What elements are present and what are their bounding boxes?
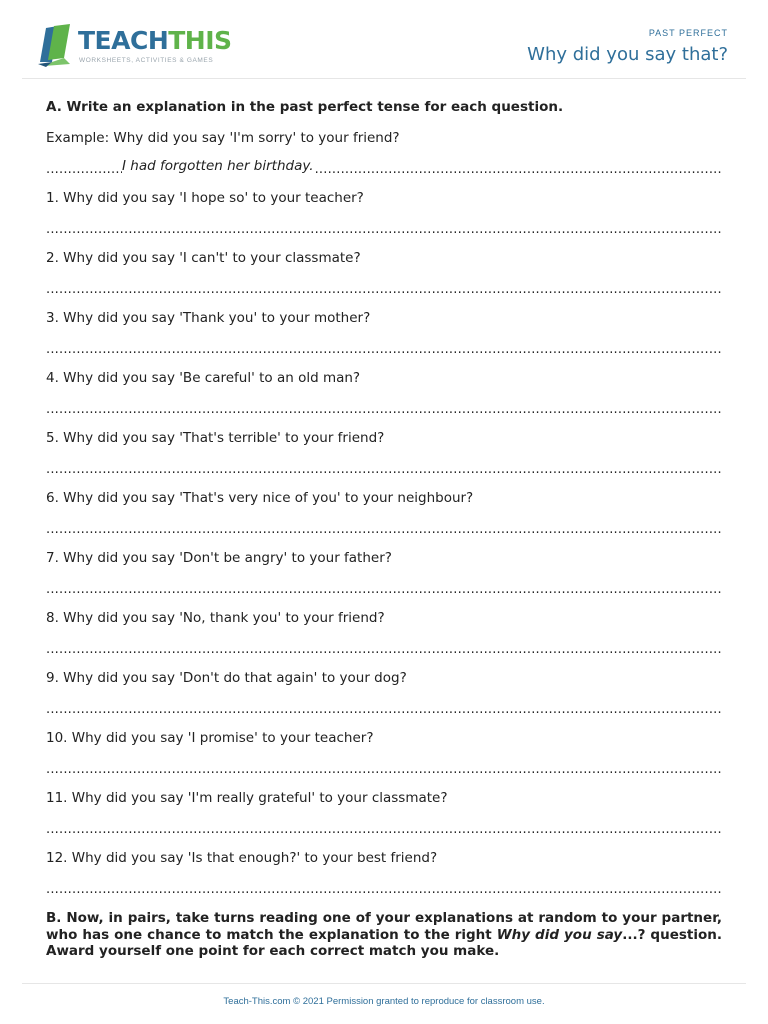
part-b-text-1: B. Now, in pairs, take turns reading one of your explanations at random to your partner, who has one chance to match the explanation to the right (46, 910, 722, 943)
question-8: 8. Why did you say 'No, thank you' to your friend? (46, 610, 385, 626)
answer-line-11[interactable] (46, 822, 722, 836)
footer-divider (22, 983, 746, 984)
logo-word-teach: TEACH (78, 26, 169, 55)
book-logo-icon (36, 22, 76, 68)
answer-line-5[interactable] (46, 462, 722, 476)
answer-line-12[interactable] (46, 882, 722, 896)
answer-line-1[interactable] (46, 222, 722, 236)
question-3: 3. Why did you say 'Thank you' to your mother? (46, 310, 371, 326)
answer-line-3[interactable] (46, 342, 722, 356)
answer-line-10[interactable] (46, 762, 722, 776)
answer-line-7[interactable] (46, 582, 722, 596)
header-divider (22, 78, 746, 79)
header (0, 0, 768, 78)
question-1: 1. Why did you say 'I hope so' to your teacher? (46, 190, 364, 206)
teach-this-logo (36, 22, 236, 70)
question-10: 10. Why did you say 'I promise' to your teacher? (46, 730, 374, 746)
question-2: 2. Why did you say 'I can't' to your classmate? (46, 250, 361, 266)
part-b-instruction (46, 910, 722, 960)
logo-tagline: WORKSHEETS, ACTIVITIES & GAMES (79, 57, 214, 64)
part-b-italic: Why did you say (496, 926, 623, 943)
topic-label: PAST PERFECT (648, 28, 728, 38)
answer-line-9[interactable] (46, 702, 722, 716)
question-5: 5. Why did you say 'That's terrible' to your friend? (46, 430, 385, 446)
answer-line-8[interactable] (46, 642, 722, 656)
answer-line-4[interactable] (46, 402, 722, 416)
part-a-instruction: A. Write an explanation in the past perfect tense for each question. (46, 99, 564, 115)
part-b-text-2: ...? question. Award yourself one point for each correct match you make. (46, 926, 722, 959)
question-4: 4. Why did you say 'Be careful' to an old man? (46, 370, 361, 386)
footer-copyright: Teach-This.com © 2021 Permission granted to reproduce for classroom use. (223, 996, 545, 1007)
logo-word-this: THIS (168, 26, 232, 55)
question-7: 7. Why did you say 'Don't be angry' to your father? (46, 550, 392, 566)
answer-line-2[interactable] (46, 282, 722, 296)
question-12: 12. Why did you say 'Is that enough?' to your best friend? (46, 850, 438, 866)
question-6: 6. Why did you say 'That's very nice of you' to your neighbour? (46, 490, 474, 506)
question-11: 11. Why did you say 'I'm really grateful' to your classmate? (46, 790, 448, 806)
example-question: Example: Why did you say 'I'm sorry' to your friend? (46, 130, 400, 146)
page-title: Why did you say that? (527, 44, 728, 65)
example-answer: I had forgotten her birthday. (122, 158, 314, 174)
question-9: 9. Why did you say 'Don't do that again' to your dog? (46, 670, 407, 686)
answer-line-6[interactable] (46, 522, 722, 536)
logo-wordmark (78, 27, 232, 55)
